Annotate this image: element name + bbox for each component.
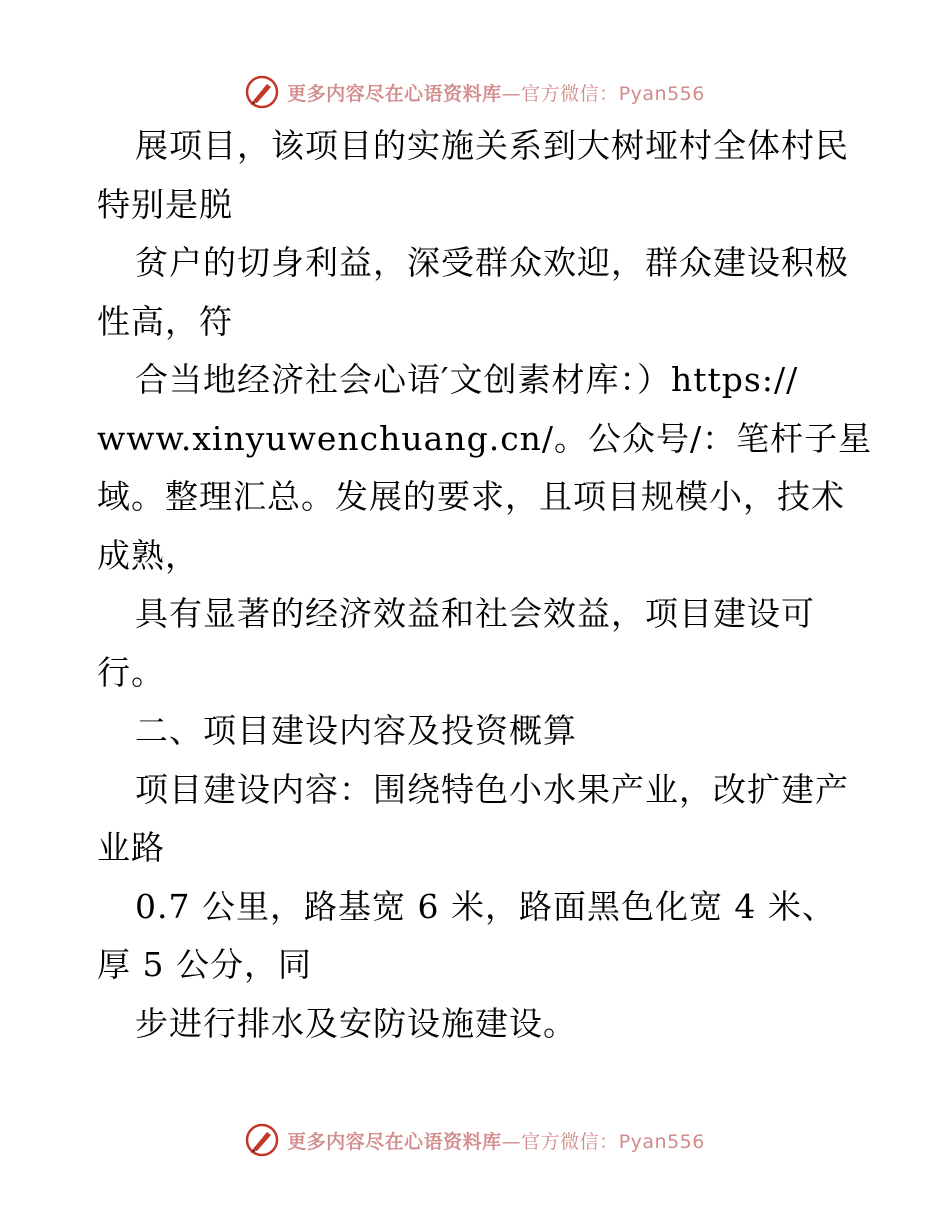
pen-logo-icon (245, 1123, 279, 1157)
text-line: 特别是脱 (97, 184, 233, 224)
text-line: 合当地经济社会心语′文创素材库：）https:// (135, 360, 799, 399)
text-line: 行。 (97, 652, 165, 692)
text-line: 项目建设内容：围绕特色小水果产业，改扩建产 (135, 769, 849, 809)
watermark-wechat-id: Pyan556 (618, 82, 705, 105)
pen-logo-icon (245, 75, 279, 109)
watermark-separator: — (501, 82, 522, 105)
header-watermark (0, 70, 950, 114)
text-line: 步进行排水及安防设施建设。 (135, 1003, 577, 1043)
document-body (97, 117, 873, 1053)
text-line: 厚 5 公分，同 (97, 945, 312, 984)
text-line: 具有显著的经济效益和社会效益，项目建设可 (135, 594, 815, 633)
watermark-wechat-id: Pyan556 (618, 1130, 705, 1153)
watermark-wechat-label: 官方微信： (521, 1130, 619, 1153)
text-line: 域。整理汇总。发展的要求，且项目规模小，技术 (97, 477, 845, 516)
watermark-main: 更多内容尽在心语资料库 (287, 82, 502, 105)
text-line: 0.7 公里，路基宽 6 米，路面黑色化宽 4 米、 (135, 886, 836, 926)
watermark-main: 更多内容尽在心语资料库 (287, 1130, 502, 1153)
text-line: 业路 (97, 828, 165, 867)
watermark-text (287, 1127, 705, 1154)
footer-watermark (0, 1118, 950, 1162)
text-line: 展项目，该项目的实施关系到大树垭村全体村民 (135, 126, 849, 165)
watermark-separator: — (501, 1130, 522, 1153)
watermark-text (287, 79, 705, 106)
section-heading: 二、项目建设内容及投资概算 (135, 711, 577, 750)
watermark-wechat-label: 官方微信： (521, 82, 619, 105)
text-line: 贫户的切身利益，深受群众欢迎，群众建设积极 (135, 243, 849, 282)
text-line: 成熟， (97, 535, 199, 575)
text-line: 性高，符 (97, 301, 233, 341)
text-line: www.xinyuwenchuang.cn/。公众号/：笔杆子星 (97, 418, 873, 458)
